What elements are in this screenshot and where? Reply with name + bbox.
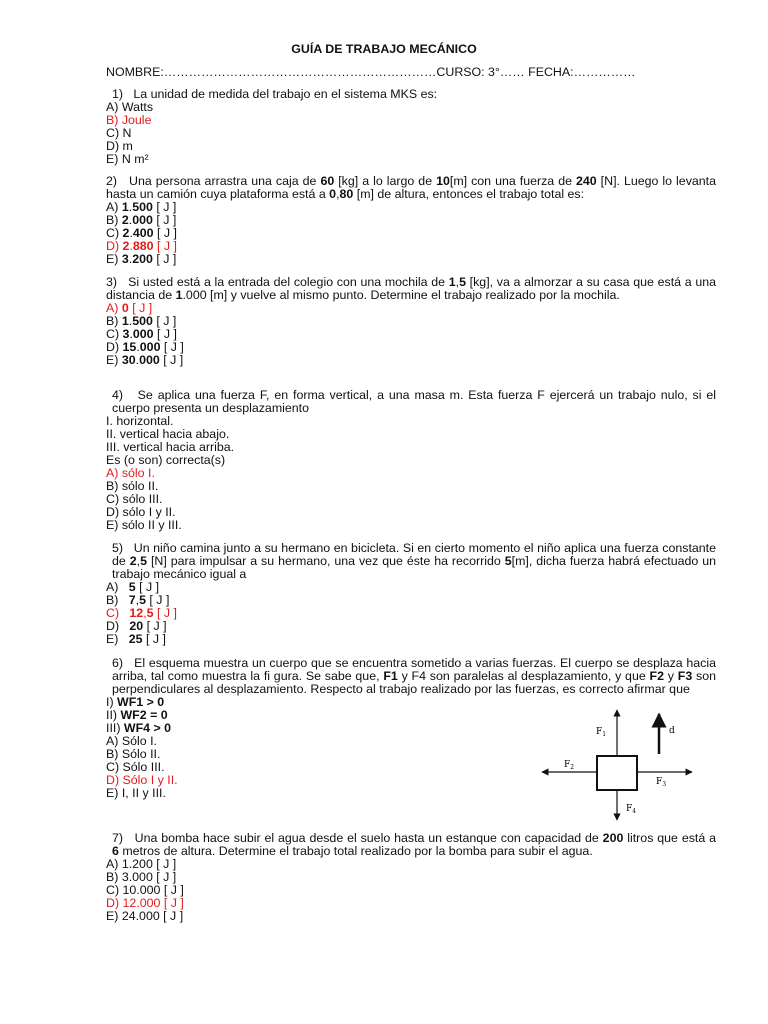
bold-value: 1 [448, 275, 456, 289]
option-d-correct: D) Sólo I y II. [106, 773, 178, 787]
question-text: [m] de altura, entonces el trabajo total es: [353, 187, 585, 201]
unit: [ J ] [152, 213, 177, 227]
bold-value: 500 [132, 200, 153, 214]
nombre-label: NOMBRE: [106, 65, 164, 79]
statement-iii: III. vertical hacia arriba. [106, 440, 235, 454]
bold-value: 5 [128, 580, 136, 594]
option-e: E) N m² [106, 152, 149, 166]
unit: [ J ] [142, 632, 166, 646]
label-f2-sub: 2 [570, 764, 575, 771]
label-f4-sub: 4 [632, 808, 637, 815]
question-text: y [663, 669, 678, 683]
bold-value: > 0 [143, 695, 165, 709]
question-number: 4) [112, 388, 124, 402]
bold-value: 2 [129, 554, 137, 568]
option-letter: E) [106, 252, 122, 266]
unit: [ J ] [152, 252, 177, 266]
option-b: B) 3.000 [ J ] [106, 870, 177, 884]
bold-value: 1 [175, 288, 183, 302]
statement-i: I. horizontal. [106, 414, 174, 428]
option-letter: A) [106, 301, 122, 315]
unit: [ J ] [159, 353, 184, 367]
separator: . [129, 239, 133, 253]
body-box [597, 756, 637, 790]
bold-value: 2 [122, 239, 130, 253]
option-d-correct [106, 240, 716, 253]
question-text: [kg] a lo largo de [334, 174, 437, 188]
unit: [ J ] [153, 327, 177, 341]
question-text: litros que está a [623, 831, 716, 845]
bold-value: 5 [139, 593, 146, 607]
unit: [ J ] [145, 593, 170, 607]
option-letter: C) [106, 327, 123, 341]
question-1 [106, 88, 716, 166]
label-f3-sub: 3 [662, 781, 667, 788]
option-b [106, 214, 716, 227]
option-letter: C) [106, 226, 123, 240]
question-text: Un niño camina junto a su hermano en bicicleta. Si en cierto momento el niño aplica una fuerza constante de [112, 541, 716, 568]
student-info-line [106, 66, 636, 79]
separator: . [129, 327, 133, 341]
bold-value: 5 [459, 275, 466, 289]
unit: [ J ] [152, 200, 177, 214]
option-c: C) 10.000 [ J ] [106, 883, 184, 897]
bold-value: 12 [129, 606, 144, 620]
bold-value: 3 [121, 252, 129, 266]
unit: [ J ] [153, 226, 177, 240]
unit: [ J ] [152, 314, 177, 328]
option-b: B) Sólo II. [106, 747, 161, 761]
separator: . [128, 252, 133, 266]
option-c [106, 328, 716, 341]
option-c: C) sólo III. [106, 492, 163, 506]
question-number: 3) [106, 275, 118, 289]
separator: . [136, 340, 140, 354]
question-3 [106, 276, 716, 367]
question-text: .000 [m] y vuelve al mismo punto. Determine el trabajo realizado por la mochila. [182, 288, 620, 302]
label-f3 [656, 777, 666, 788]
unit: [ J ] [153, 239, 177, 253]
prompt-text: Es (o son) correcta(s) [106, 453, 226, 467]
question-number: 6) [112, 656, 124, 670]
label-f3-letter: F [656, 777, 663, 787]
bold-value: 80 [339, 187, 354, 201]
option-letter: B) [106, 593, 129, 607]
option-letter: C) [106, 606, 130, 620]
question-text: , [455, 275, 460, 289]
label-f2 [564, 760, 574, 771]
question-2 [106, 175, 716, 266]
question-number: 2) [106, 174, 118, 188]
question-text: [m], dicha fuerza habrá efectuado un trabajo mecánico igual a [112, 554, 716, 581]
bold-value: 000 [132, 327, 154, 341]
question-text: metros de altura. Determine el trabajo total realizado por la bomba para subir el agua. [118, 844, 593, 858]
bold-value: 200 [132, 252, 153, 266]
bold-value: 200 [602, 831, 624, 845]
separator: . [128, 213, 133, 227]
bold-value: 6 [112, 844, 119, 858]
bold-value: WF2 = 0 [120, 708, 168, 722]
bold-value: 2 [121, 213, 129, 227]
separator: , [143, 606, 147, 620]
statement-ii: II. vertical hacia abajo. [106, 427, 230, 441]
option-b [106, 594, 716, 607]
force-diagram [536, 704, 696, 824]
label-f1-letter: F [596, 727, 603, 737]
statement-prefix: II) [106, 708, 121, 722]
question-number: 5) [112, 541, 124, 555]
fecha-label: FECHA:…………… [528, 65, 636, 79]
bold-value: F2 [649, 669, 664, 683]
bold-value: 400 [132, 226, 154, 240]
bold-value: 000 [139, 353, 160, 367]
statement-prefix: I) [106, 695, 118, 709]
option-e [106, 633, 716, 646]
question-5 [106, 542, 716, 646]
unit: [ J ] [128, 301, 153, 315]
option-letter: E) [106, 353, 122, 367]
question-text: La unidad de medida del trabajo en el sistema MKS es: [133, 87, 438, 101]
option-c-correct [106, 607, 716, 620]
option-letter: A) [106, 580, 129, 594]
question-text: [N] para impulsar a su hermano, una vez que éste ha recorrido [147, 554, 505, 568]
unit: [ J ] [160, 340, 184, 354]
option-b [106, 315, 716, 328]
option-letter: D) [106, 619, 130, 633]
option-letter: D) [106, 239, 123, 253]
label-f4-letter: F [626, 804, 633, 814]
option-e: E) sólo II y III. [106, 518, 182, 532]
option-a [106, 581, 716, 594]
question-7 [106, 832, 716, 923]
bold-value: 15 [122, 340, 137, 354]
option-b: B) sólo II. [106, 479, 159, 493]
question-4 [106, 389, 716, 532]
bold-value: WF4 > 0 [123, 721, 172, 735]
label-f4 [626, 804, 636, 815]
question-text: [kg], va a almorzar a su casa que está a una distancia de [106, 275, 717, 302]
bold-value: WF1 [117, 695, 144, 709]
bold-value: 5 [146, 606, 154, 620]
curso-label: CURSO: 3°…… [436, 65, 525, 79]
unit: [ J ] [143, 619, 167, 633]
option-c [106, 227, 716, 240]
nombre-dots: ………………………………………………………… [163, 65, 437, 79]
bold-value: 30 [121, 353, 136, 367]
unit: [ J ] [153, 606, 177, 620]
question-text: y F4 son paralelas al desplazamiento, y que [397, 669, 650, 683]
bold-value: F3 [677, 669, 693, 683]
question-text: Una persona arrastra una caja de [129, 174, 321, 188]
separator: . [128, 200, 133, 214]
bold-value: 2 [122, 226, 130, 240]
option-d [106, 341, 716, 354]
separator: , [135, 593, 140, 607]
unit: [ J ] [135, 580, 160, 594]
bold-value: 240 [575, 174, 597, 188]
bold-value: 0 [121, 301, 129, 315]
label-f1 [596, 727, 606, 738]
question-text: son perpendiculares al desplazamiento. Respecto al trabajo realizado por las fuerzas, es correcto afirmar que [112, 669, 716, 696]
option-a [106, 201, 716, 214]
option-b-correct: B) Joule [106, 113, 152, 127]
label-f2-letter: F [564, 760, 571, 770]
question-text: Se aplica una fuerza F, en forma vertical, a una masa m. Esta fuerza F ejercerá un trabajo nulo, si el cuerpo presenta un desplazamiento [112, 388, 716, 415]
separator: . [129, 226, 133, 240]
option-e [106, 253, 716, 266]
option-c: C) Sólo III. [106, 760, 165, 774]
bold-value: 7 [128, 593, 136, 607]
question-text: [m] con una fuerza de [449, 174, 576, 188]
bold-value: 880 [132, 239, 154, 253]
question-text: , [136, 554, 141, 568]
statement-prefix: III) [106, 721, 124, 735]
bold-value: 25 [128, 632, 143, 646]
question-text: El esquema muestra un cuerpo que se encuentra sometido a varias fuerzas. El cuerpo se desplaza hacia arriba, tal como muestra la fi gura. Se sabe que, [112, 656, 717, 683]
option-letter: B) [106, 314, 122, 328]
bold-value: 20 [129, 619, 144, 633]
option-c: C) N [106, 126, 132, 140]
bold-value: 0 [329, 187, 337, 201]
label-d: d [669, 726, 675, 736]
option-d-correct: D) 12.000 [ J ] [106, 896, 184, 910]
option-letter: E) [106, 632, 129, 646]
question-text: Si usted está a la entrada del colegio con una mochila de [128, 275, 449, 289]
bold-value: 000 [139, 340, 161, 354]
question-number: 1) [112, 87, 124, 101]
bold-value: F1 [383, 669, 398, 683]
separator: . [128, 314, 133, 328]
option-d: D) m [106, 139, 133, 153]
option-letter: A) [106, 200, 122, 214]
question-text: [N]. Luego lo levanta hasta un camión cuya plataforma está a [106, 174, 717, 201]
bold-value: 1 [121, 200, 129, 214]
option-a: A) 1.200 [ J ] [106, 857, 177, 871]
option-e: E) 24.000 [ J ] [106, 909, 184, 923]
bold-value: 1 [121, 314, 129, 328]
question-number: 7) [112, 831, 124, 845]
bold-value: 60 [320, 174, 335, 188]
option-d: D) sólo I y II. [106, 505, 176, 519]
bold-value: 500 [132, 314, 153, 328]
option-a: A) Sólo I. [106, 734, 157, 748]
option-d [106, 620, 716, 633]
bold-value: 5 [140, 554, 147, 568]
separator: . [135, 353, 140, 367]
bold-value: 5 [504, 554, 512, 568]
bold-value: 10 [436, 174, 450, 188]
label-f1-sub: 1 [602, 731, 607, 738]
question-text: , [336, 187, 340, 201]
option-a: A) Watts [106, 100, 154, 114]
bold-value: 000 [132, 213, 153, 227]
option-a-correct: A) sólo I. [106, 466, 155, 480]
option-a-correct [106, 302, 716, 315]
option-letter: B) [106, 213, 122, 227]
question-text: Una bomba hace subir el agua desde el suelo hasta un estanque con capacidad de [134, 831, 603, 845]
page-title: GUÍA DE TRABAJO MECÁNICO [291, 42, 477, 56]
bold-value: 3 [122, 327, 130, 341]
option-e [106, 354, 716, 367]
option-letter: D) [106, 340, 123, 354]
option-e: E) I, II y III. [106, 786, 166, 800]
